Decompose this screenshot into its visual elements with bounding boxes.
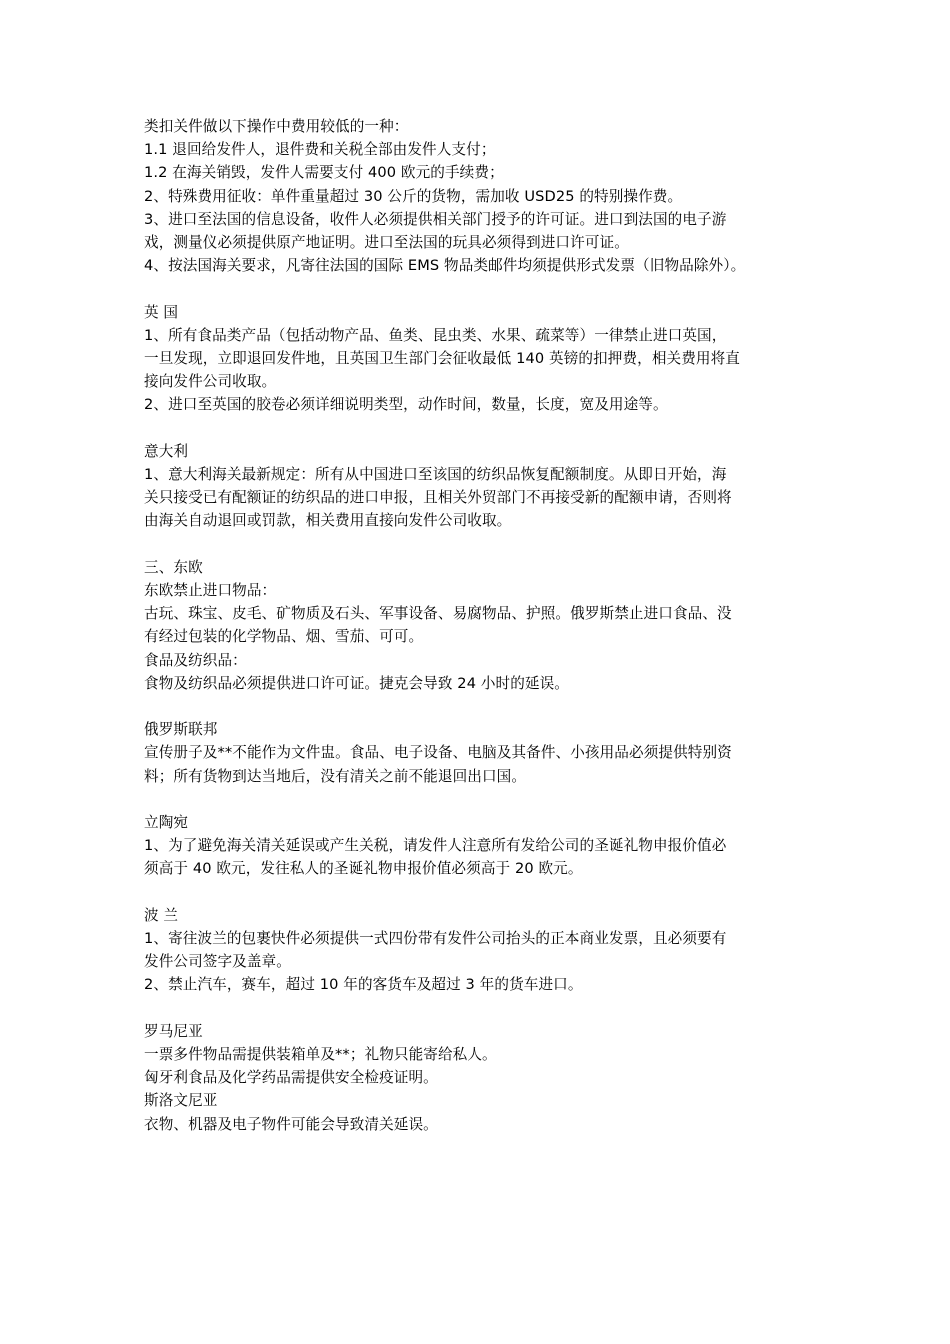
paragraph-line: 戏，测量仪必须提供原产地证明。进口至法国的玩具必须得到进口许可证。 xyxy=(144,234,629,252)
paragraph-line: 1.2 在海关销毁，发件人需要支付 400 欧元的手续费； xyxy=(144,164,504,182)
paragraph-line: 匈牙利食品及化学药品需提供安全检疫证明。 xyxy=(144,1069,438,1087)
paragraph-line: 食物及纺织品必须提供进口许可证。捷克会导致 24 小时的延误。 xyxy=(144,674,569,692)
section-heading: 三、东欧 xyxy=(144,558,203,576)
section-gap xyxy=(144,695,812,718)
paragraph-line: 1、寄往波兰的包裹快件必须提供一式四份带有发件公司抬头的正本商业发票，且必须要有 xyxy=(144,930,727,948)
paragraph-line: 关只接受已有配额证的纺织品的进口申报，且相关外贸部门不再接受新的配额申请，否则将 xyxy=(144,489,732,507)
paragraph-line: 古玩、珠宝、皮毛、矿物质及石头、军事设备、易腐物品、护照。俄罗斯禁止进口食品、没 xyxy=(144,605,732,623)
paragraph-line: 2、特殊费用征收：单件重量超过 30 公斤的货物，需加收 USD25 的特别操作费。 xyxy=(144,187,683,205)
section-gap xyxy=(144,417,812,440)
paragraph-line: 食品及纺织品： xyxy=(144,651,247,669)
paragraph-line: 发件公司签字及盖章。 xyxy=(144,953,291,971)
section-italy xyxy=(144,440,812,533)
section-uk xyxy=(144,301,812,417)
paragraph-line: 接向发件公司收取。 xyxy=(144,373,277,391)
paragraph-line: 斯洛文尼亚 xyxy=(144,1092,218,1110)
paragraph-line: 1、所有食品类产品（包括动物产品、鱼类、昆虫类、水果、疏菜等）一律禁止进口英国， xyxy=(144,326,727,344)
paragraph-line: 3、进口至法国的信息设备，收件人必须提供相关部门授予的许可证。进口到法国的电子游 xyxy=(144,210,727,228)
paragraph-line: 1、为了避免海关清关延误或产生关税，请发件人注意所有发给公司的圣诞礼物申报价值必 xyxy=(144,837,727,855)
section-gap xyxy=(144,788,812,811)
paragraph-line: 1.1 退回给发件人，退件费和关税全部由发件人支付； xyxy=(144,141,496,159)
section-heading: 英 国 xyxy=(144,303,179,321)
paragraph-line: 一旦发现，立即退回发件地，且英国卫生部门会征收最低 140 英镑的扣押费，相关费用将直 xyxy=(144,350,740,368)
paragraph-line: 由海关自动退回或罚款，相关费用直接向发件公司收取。 xyxy=(144,512,512,530)
section-gap xyxy=(144,881,812,904)
paragraph-line: 类扣关件做以下操作中费用较低的一种： xyxy=(144,118,409,135)
section-heading: 俄罗斯联邦 xyxy=(144,721,218,739)
section-lithuania xyxy=(144,811,812,881)
section-romania xyxy=(144,1020,812,1136)
section-heading: 罗马尼亚 xyxy=(144,1022,203,1040)
paragraph-line: 衣物、机器及电子物件可能会导致清关延误。 xyxy=(144,1115,438,1133)
section-heading: 意大利 xyxy=(144,442,189,460)
paragraph-line: 4、按法国海关要求，凡寄往法国的国际 EMS 物品类邮件均须提供形式发票（旧物品除外）。 xyxy=(144,257,746,275)
paragraph-line: 一票多件物品需提供装箱单及**；礼物只能寄给私人。 xyxy=(144,1046,497,1064)
section-eastern-europe xyxy=(144,556,812,695)
paragraph-line: 料；所有货物到达当地后，没有清关之前不能退回出口国。 xyxy=(144,767,527,785)
paragraph-line: 东欧禁止进口物品： xyxy=(144,582,277,600)
section-gap xyxy=(144,533,812,556)
paragraph-line: 宣传册子及**不能作为文件盅。食品、电子设备、电脑及其备件、小孩用品必须提供特别资 xyxy=(144,744,732,762)
section-gap xyxy=(144,277,812,300)
paragraph-line: 2、进口至英国的胶卷必须详细说明类型，动作时间，数量，长度，宽及用途等。 xyxy=(144,396,668,414)
section-gap xyxy=(144,997,812,1020)
paragraph-line: 须高于 40 欧元，发往私人的圣诞礼物申报价值必须高于 20 欧元。 xyxy=(144,860,583,878)
section-heading: 立陶宛 xyxy=(144,814,189,832)
section-poland xyxy=(144,904,812,997)
section-russia xyxy=(144,718,812,788)
paragraph-line: 有经过包装的化学物品、烟、雪茄、可可。 xyxy=(144,628,424,646)
paragraph-line: 2、禁止汽车，赛车，超过 10 年的客货车及超过 3 年的货车进口。 xyxy=(144,976,583,994)
paragraph-line: 1、意大利海关最新规定：所有从中国进口至该国的纺织品恢复配额制度。从即日开始，海 xyxy=(144,466,727,484)
section-heading: 波 兰 xyxy=(144,906,179,924)
section-france-continued xyxy=(144,115,812,277)
